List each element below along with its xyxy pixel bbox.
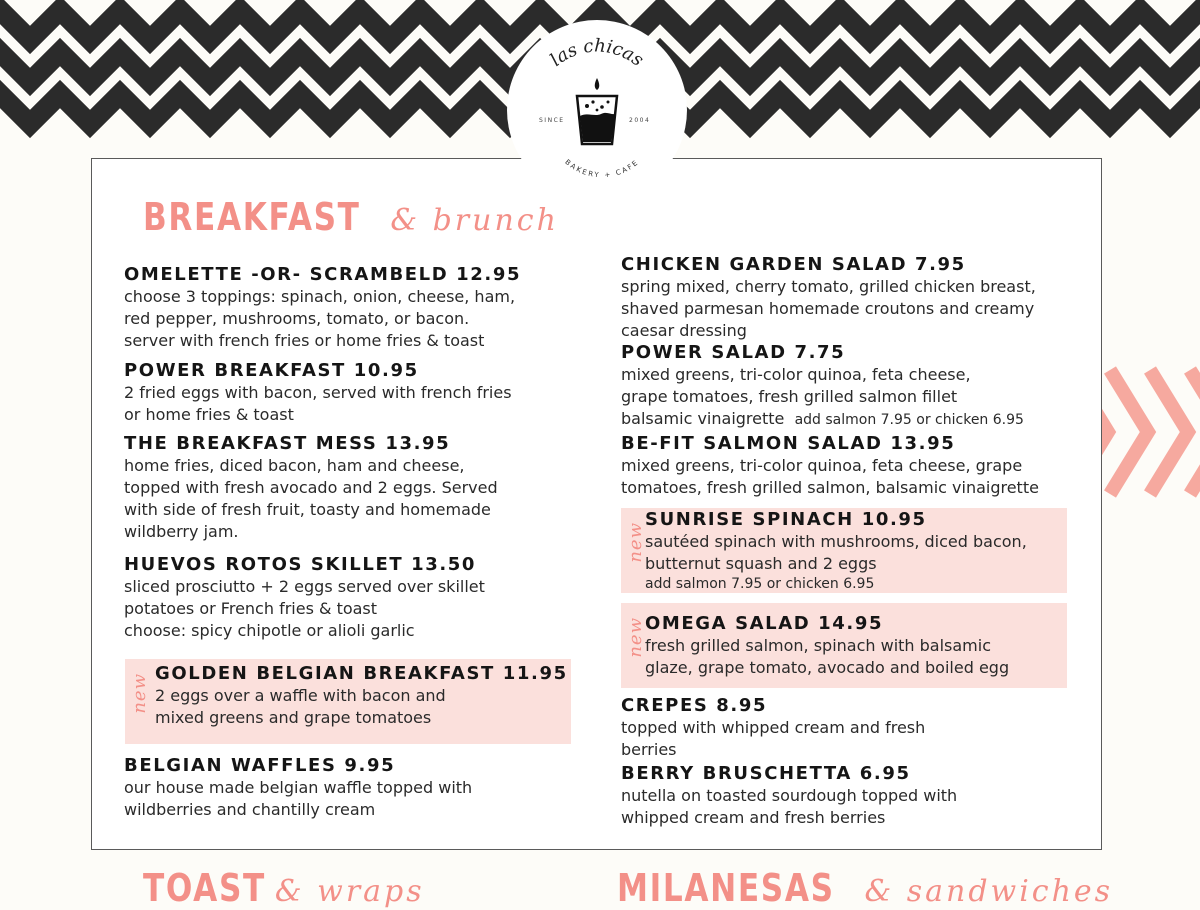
item-desc: wildberry jam. — [124, 522, 239, 541]
item-name: OMELETTE -OR- SCRAMBELD 12.95 — [124, 264, 522, 285]
section-title-main: MILANESAS — [617, 866, 835, 910]
item-desc: choose 3 toppings: spinach, onion, cheese, ham, — [124, 287, 516, 306]
item-desc: red pepper, mushrooms, tomato, or bacon. — [124, 309, 470, 328]
item-name: GOLDEN BELGIAN BREAKFAST 11.95 — [155, 663, 568, 684]
menu-item-omelette — [124, 264, 584, 352]
coffee-glass-icon — [577, 96, 617, 144]
item-desc: potatoes or French fries & toast — [124, 599, 378, 618]
item-desc: 2 eggs over a waffle with bacon and — [155, 686, 446, 705]
new-item-sunrise-spinach — [621, 508, 1067, 593]
item-name: THE BREAKFAST MESS 13.95 — [124, 433, 451, 454]
item-desc: glaze, grape tomato, avocado and boiled egg — [645, 658, 1010, 677]
logo-tagline: BAKERY + CAFE — [563, 158, 641, 180]
item-name: BELGIAN WAFFLES 9.95 — [124, 755, 396, 776]
menu-item-belgian-waffles — [124, 755, 584, 821]
item-desc: sautéed spinach with mushrooms, diced bacon, — [645, 532, 1027, 551]
item-desc: topped with whipped cream and fresh — [621, 718, 926, 737]
menu-item-crepes — [621, 695, 1071, 761]
item-name: CREPES 8.95 — [621, 695, 768, 716]
item-name: CHICKEN GARDEN SALAD 7.95 — [621, 254, 966, 275]
item-desc: mixed greens and grape tomatoes — [155, 708, 432, 727]
item-desc: with side of fresh fruit, toasty and homemade — [124, 500, 491, 519]
section-title-script: & brunch — [390, 203, 559, 238]
section-title-toast — [143, 866, 425, 910]
item-desc: topped with fresh avocado and 2 eggs. Served — [124, 478, 498, 497]
menu-item-berry-bruschetta — [621, 763, 1071, 829]
item-desc-text: balsamic vinaigrette — [621, 409, 785, 428]
item-name: HUEVOS ROTOS SKILLET 13.50 — [124, 554, 477, 575]
logo-since-label: SINCE — [539, 117, 565, 124]
logo-since-year: 2004 — [629, 117, 651, 124]
section-title-script: & sandwiches — [864, 874, 1114, 909]
section-title-script: & wraps — [274, 874, 425, 909]
menu-item-omega-salad — [645, 613, 1055, 679]
menu-item-sunrise-spinach — [645, 509, 1055, 593]
item-desc: nutella on toasted sourdough topped with — [621, 786, 958, 805]
right-column-bottom — [621, 695, 1071, 829]
new-item-omega-salad — [621, 603, 1067, 688]
logo-brand-text: las chicas — [546, 35, 648, 71]
item-desc: our house made belgian waffle topped with — [124, 778, 473, 797]
new-label: new — [625, 617, 646, 658]
item-desc: wildberries and chantilly cream — [124, 800, 376, 819]
menu-item-power-salad — [621, 342, 1071, 431]
item-desc: fresh grilled salmon, spinach with balsamic — [645, 636, 992, 655]
item-desc: shaved parmesan homemade croutons and creamy — [621, 299, 1035, 318]
section-title-main: BREAKFAST — [143, 195, 361, 239]
item-desc: berries — [621, 740, 677, 759]
item-desc: spring mixed, cherry tomato, grilled chicken breast, — [621, 277, 1036, 296]
left-column — [124, 264, 584, 642]
new-item-golden-belgian — [125, 659, 571, 744]
item-name: POWER BREAKFAST 10.95 — [124, 360, 419, 381]
item-desc: caesar dressing — [621, 321, 747, 340]
menu-item-huevos-rotos — [124, 554, 584, 642]
item-desc: grape tomatoes, fresh grilled salmon fillet — [621, 387, 958, 406]
new-label: new — [129, 673, 150, 714]
item-desc: butternut squash and 2 eggs — [645, 554, 877, 573]
item-desc: mixed greens, tri-color quinoa, feta cheese, grape — [621, 456, 1023, 475]
item-desc: tomatoes, fresh grilled salmon, balsamic vinaigrette — [621, 478, 1039, 497]
item-desc: sliced prosciutto + 2 eggs served over skillet — [124, 577, 485, 596]
brand-logo — [507, 20, 687, 200]
item-desc: server with french fries or home fries & toast — [124, 331, 485, 350]
item-name: BERRY BRUSCHETTA 6.95 — [621, 763, 911, 784]
section-title-breakfast — [143, 195, 559, 239]
item-desc: home fries, diced bacon, ham and cheese, — [124, 456, 465, 475]
menu-item-befit-salmon-salad — [621, 433, 1071, 499]
item-name: BE-FIT SALMON SALAD 13.95 — [621, 433, 956, 454]
item-desc: 2 fried eggs with bacon, served with french fries — [124, 383, 512, 402]
item-desc: or home fries & toast — [124, 405, 294, 424]
item-desc: choose: spicy chipotle or alioli garlic — [124, 621, 415, 640]
right-column — [621, 254, 1071, 499]
section-title-milanesas — [617, 866, 1113, 910]
item-desc: whipped cream and fresh berries — [621, 808, 886, 827]
menu-item-power-breakfast — [124, 360, 584, 426]
item-name: OMEGA SALAD 14.95 — [645, 613, 884, 634]
menu-item-chicken-garden-salad — [621, 254, 1071, 342]
item-name: POWER SALAD 7.75 — [621, 342, 846, 363]
new-label: new — [625, 522, 646, 563]
add-protein-note: add salmon 7.95 or chicken 6.95 — [645, 576, 875, 592]
section-title-main: TOAST — [143, 866, 266, 910]
flame-icon — [595, 78, 600, 90]
left-column-bottom — [124, 755, 584, 821]
item-name: SUNRISE SPINACH 10.95 — [645, 509, 927, 530]
item-desc: mixed greens, tri-color quinoa, feta cheese, — [621, 365, 971, 384]
add-protein-note: add salmon 7.95 or chicken 6.95 — [794, 412, 1024, 428]
item-desc-last — [621, 408, 1071, 431]
menu-item-golden-belgian — [155, 663, 568, 729]
menu-item-breakfast-mess — [124, 433, 584, 543]
